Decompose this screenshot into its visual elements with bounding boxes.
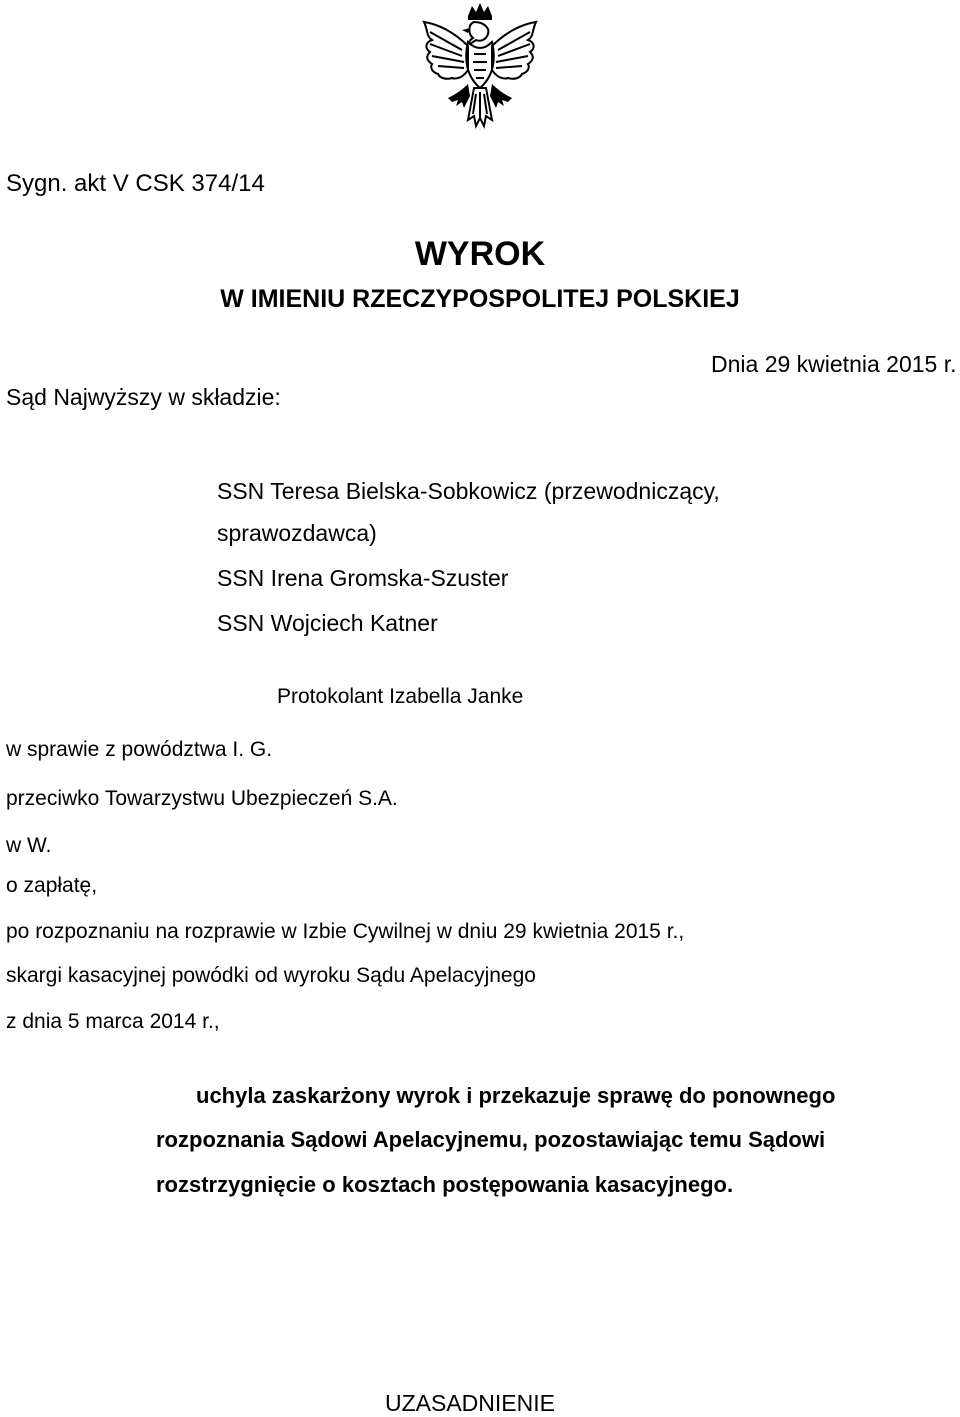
- case-line: w sprawie z powództwa I. G.: [6, 738, 273, 761]
- court-clerk: Protokolant Izabella Janke: [277, 685, 524, 708]
- judge-line: SSN Wojciech Katner: [217, 610, 438, 636]
- judge-line: SSN Irena Gromska-Szuster: [217, 565, 509, 591]
- document-title: WYROK: [414, 235, 546, 273]
- polish-eagle-emblem: [418, 2, 542, 134]
- case-line: w W.: [6, 834, 52, 857]
- justification-heading: UZASADNIENIE: [385, 1390, 555, 1416]
- case-line: o zapłatę,: [6, 874, 98, 897]
- ruling-line: rozpoznania Sądowi Apelacyjnemu, pozostawiając temu Sądowi: [156, 1127, 826, 1152]
- judge-line: sprawozdawca): [217, 520, 377, 546]
- case-line: po rozpoznaniu na rozprawie w Izbie Cywilnej w dniu 29 kwietnia 2015 r.,: [6, 920, 685, 943]
- case-line: skargi kasacyjnej powódki od wyroku Sądu Apelacyjnego: [6, 964, 536, 987]
- ruling-line: uchyla zaskarżony wyrok i przekazuje sprawę do ponownego: [196, 1083, 836, 1108]
- document-subtitle: W IMIENIU RZECZYPOSPOLITEJ POLSKIEJ: [220, 285, 740, 313]
- judge-line: SSN Teresa Bielska-Sobkowicz (przewodniczący,: [217, 478, 720, 504]
- case-line: z dnia 5 marca 2014 r.,: [6, 1010, 220, 1033]
- case-signature: Sygn. akt V CSK 374/14: [6, 170, 265, 197]
- case-line: przeciwko Towarzystwu Ubezpieczeń S.A.: [6, 787, 398, 810]
- ruling-line: rozstrzygnięcie o kosztach postępowania kasacyjnego.: [156, 1172, 734, 1197]
- court-composition-label: Sąd Najwyższy w składzie:: [6, 384, 281, 410]
- judgment-date: Dnia 29 kwietnia 2015 r.: [711, 351, 957, 377]
